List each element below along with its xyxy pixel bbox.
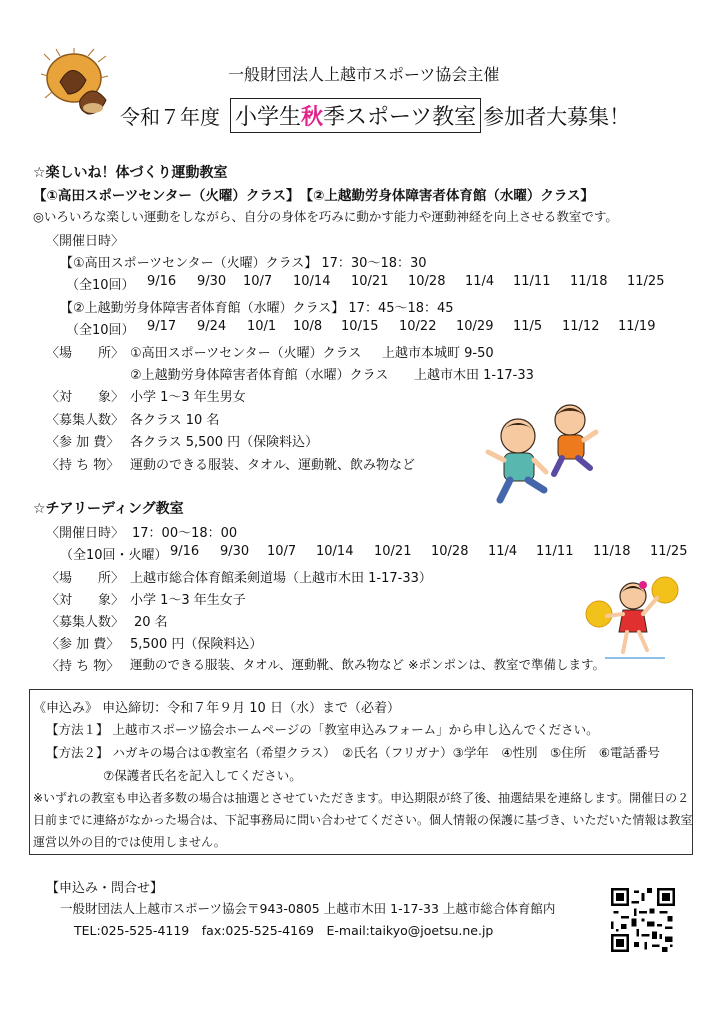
date-item: 9/16 bbox=[170, 544, 200, 559]
section1-schedule-label: 〈開催日時〉 bbox=[46, 234, 125, 249]
apply-method2-cont: ⑦保護者氏名を記入してください。 bbox=[103, 768, 302, 783]
section2-place-label: 〈場 所〉 bbox=[46, 571, 125, 586]
date-item: 10/8 bbox=[293, 319, 323, 334]
section1-capacity: 各クラス 10 名 bbox=[130, 413, 220, 428]
section2-bring-label: 〈持 ち 物〉 bbox=[46, 659, 120, 674]
date-item: 10/28 bbox=[408, 274, 446, 289]
section2-place: 上越市総合体育館柔剣道場（上越市木田 1-17-33） bbox=[130, 571, 432, 586]
organizer-text: 一般財団法人上越市スポーツ協会主催 bbox=[228, 65, 500, 84]
section1-place1-name: ①高田スポーツセンター（火曜）クラス bbox=[130, 346, 362, 361]
date-item: 11/11 bbox=[536, 544, 574, 559]
section1-bring-label: 〈持 ち 物〉 bbox=[46, 458, 120, 473]
date-item: 11/4 bbox=[465, 274, 495, 289]
date-item: 9/30 bbox=[197, 274, 227, 289]
date-item: 10/1 bbox=[247, 319, 277, 334]
section1-place-label: 〈場 所〉 bbox=[46, 346, 125, 361]
section1-fee-label: 〈参 加 費〉 bbox=[46, 435, 120, 450]
section2-target: 小学 1～3 年生女子 bbox=[130, 593, 246, 608]
date-item: 10/29 bbox=[456, 319, 494, 334]
cheerleader-illustration bbox=[585, 574, 680, 660]
headline-title-b: 季スポーツ教室 bbox=[323, 105, 477, 130]
date-item: 11/11 bbox=[513, 274, 551, 289]
headline bbox=[120, 98, 630, 133]
date-item: 11/12 bbox=[562, 319, 600, 334]
apply-note-line3: 運営以外の目的では使用しません。 bbox=[33, 835, 226, 849]
date-item: 11/18 bbox=[570, 274, 608, 289]
running-kids-illustration bbox=[478, 402, 613, 512]
section1-title: ☆楽しいね！体づくり運動教室 bbox=[33, 165, 228, 181]
section2-fee: 5,500 円（保険料込） bbox=[130, 637, 263, 652]
section2-time: 17：00～18：00 bbox=[132, 526, 238, 541]
date-item: 11/19 bbox=[618, 319, 656, 334]
date-item: 10/15 bbox=[341, 319, 379, 334]
contact-phone: TEL:025-525-4119 fax:025-525-4169 E-mail:taikyo@joetsu.ne.jp bbox=[74, 923, 494, 938]
section1-class2-count: （全10回） bbox=[66, 323, 135, 338]
date-item: 10/14 bbox=[293, 274, 331, 289]
section1-place2-name: ②上越勤労身体障害者体育館（水曜）クラス bbox=[130, 368, 389, 383]
headline-suffix: 参加者大募集！ bbox=[483, 104, 631, 129]
headline-title-a: 小学生 bbox=[235, 105, 302, 130]
date-item: 9/16 bbox=[147, 274, 177, 289]
date-item: 11/5 bbox=[513, 319, 543, 334]
section1-fee: 各クラス 5,500 円（保険料込） bbox=[130, 435, 319, 450]
date-item: 10/21 bbox=[351, 274, 389, 289]
section1-target-label: 〈対 象〉 bbox=[46, 390, 125, 405]
section1-class2-time: 【②上越勤労身体障害者体育館（水曜）クラス】 17：45～18：45 bbox=[60, 301, 454, 316]
section1-class1-time: 【①高田スポーツセンター（火曜）クラス】 17：30～18：30 bbox=[60, 256, 427, 271]
section2-capacity-label: 〈募集人数〉 bbox=[46, 615, 125, 630]
section2-fee-label: 〈参 加 費〉 bbox=[46, 637, 120, 652]
section1-capacity-label: 〈募集人数〉 bbox=[46, 413, 125, 428]
apply-note-line1: ※いずれの教室も申込者多数の場合は抽選とさせていただきます。申込期限が終了後、抽選結果を連絡します。開催日の２ bbox=[33, 791, 690, 805]
section2-title: ☆チアリーディング教室 bbox=[33, 501, 184, 517]
date-item: 10/21 bbox=[374, 544, 412, 559]
section2-schedule-label: 〈開催日時〉 bbox=[46, 526, 125, 541]
date-item: 10/7 bbox=[243, 274, 273, 289]
date-item: 10/22 bbox=[399, 319, 437, 334]
date-item: 10/7 bbox=[267, 544, 297, 559]
apply-deadline: 《申込み》 申込締切：令和７年９月 10 日（水）まで（必着） bbox=[33, 701, 400, 716]
section1-bring: 運動のできる服装、タオル、運動靴、飲み物など bbox=[130, 458, 415, 473]
section1-class1-count: （全10回） bbox=[66, 278, 135, 293]
date-item: 11/25 bbox=[650, 544, 688, 559]
date-item: 9/17 bbox=[147, 319, 177, 334]
date-item: 9/24 bbox=[197, 319, 227, 334]
date-item: 9/30 bbox=[220, 544, 250, 559]
contact-title: 【申込み・問合せ】 bbox=[46, 881, 164, 896]
date-item: 11/4 bbox=[488, 544, 518, 559]
section1-place1-addr: 上越市本城町 9-50 bbox=[382, 346, 494, 361]
apply-method1: 【方法１】 上越市スポーツ協会ホームページの「教室申込みフォーム」から申し込んでください。 bbox=[46, 722, 599, 737]
section1-place2-addr: 上越市木田 1-17-33 bbox=[414, 368, 534, 383]
section1-target: 小学 1～3 年生男女 bbox=[130, 390, 246, 405]
section1-classes: 【①高田スポーツセンター（火曜）クラス】 【②上越勤労身体障害者体育館（水曜）クラス】 bbox=[33, 188, 594, 204]
date-item: 11/18 bbox=[593, 544, 631, 559]
headline-title-aki: 秋 bbox=[301, 105, 324, 130]
qr-code[interactable] bbox=[611, 888, 675, 952]
date-item: 10/14 bbox=[316, 544, 354, 559]
section1-description: ◎いろいろな楽しい運動をしながら、自分の身体を巧みに動かす能力や運動神経を向上させる教室です。 bbox=[33, 209, 618, 224]
date-item: 10/28 bbox=[431, 544, 469, 559]
section2-count: （全10回・火曜） bbox=[60, 548, 168, 563]
section2-capacity: 20 名 bbox=[134, 615, 168, 630]
section2-bring: 運動のできる服装、タオル、運動靴、飲み物など ※ポンポンは、教室で準備します。 bbox=[130, 657, 605, 672]
headline-title-box bbox=[230, 98, 481, 133]
apply-note-line2: 日前までに連絡がなかった場合は、下記事務局に問い合わせてください。個人情報の保護に基づき、いただいた情報は教室 bbox=[33, 813, 693, 827]
date-item: 11/25 bbox=[627, 274, 665, 289]
section2-target-label: 〈対 象〉 bbox=[46, 593, 125, 608]
headline-prefix: 令和７年度 bbox=[120, 105, 220, 129]
apply-method2: 【方法２】 ハガキの場合は①教室名（希望クラス） ②氏名（フリガナ）③学年 ④性別 ⑤住所 ⑥電話番号 bbox=[46, 745, 660, 760]
contact-address: 一般財団法人上越市スポーツ協会〒943-0805 上越市木田 1-17-33 上越市総合体育館内 bbox=[60, 901, 556, 916]
chestnut-illustration bbox=[40, 48, 118, 120]
